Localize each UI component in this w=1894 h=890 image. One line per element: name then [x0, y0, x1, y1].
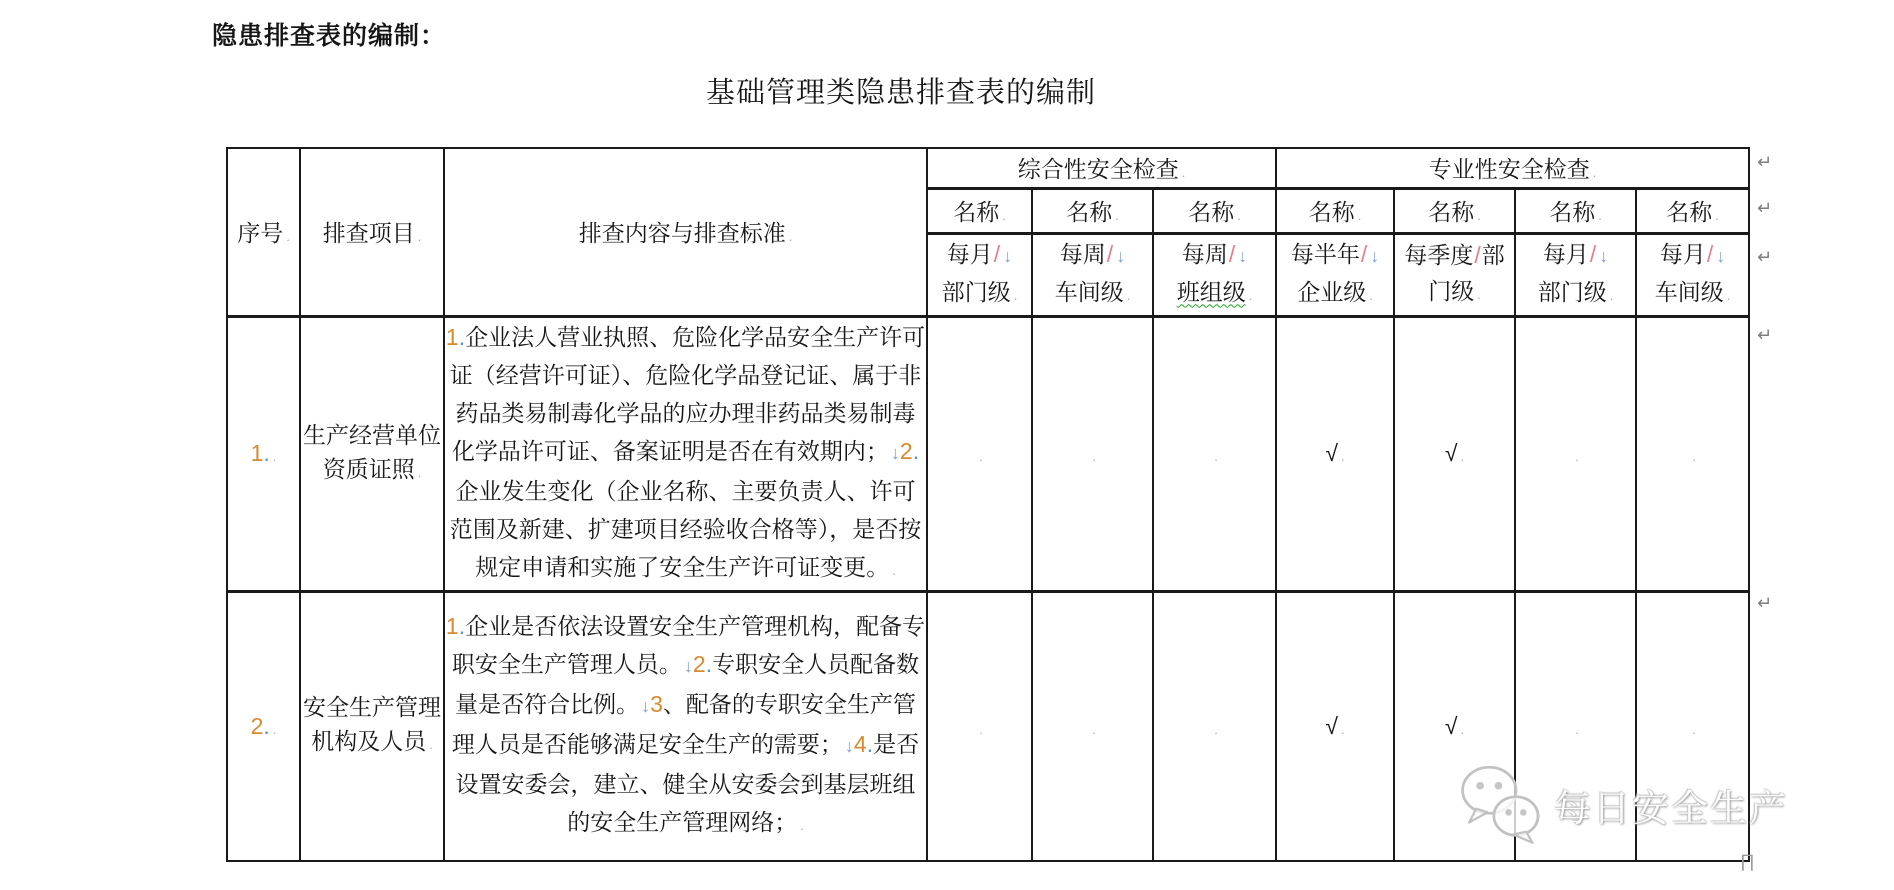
list-separator: . — [458, 323, 466, 350]
cell-end-mark: . — [1092, 449, 1096, 464]
check-cell — [1153, 316, 1276, 591]
header-freq-halfyear-enterprise: 每半年/ ↓ 企业级 . — [1276, 233, 1394, 316]
line-break-icon: ↓ — [1716, 245, 1726, 266]
slash-mark: / — [1360, 240, 1368, 267]
cell-end-mark: . — [1126, 287, 1131, 303]
cell-end-mark: . — [1592, 165, 1597, 181]
cell-end-mark: . — [1341, 721, 1345, 737]
cell-end-mark: . — [1692, 721, 1696, 737]
inspection-table — [226, 147, 1750, 862]
paragraph-mark-icon: ↵ — [1757, 593, 1773, 613]
cell-end-mark: . — [892, 562, 896, 578]
header-name-cell: 名称 . — [1153, 188, 1276, 233]
header-freq-monthly-dept: 每月/ ↓ 部门级 . — [927, 233, 1032, 316]
content-cell: 1.企业是否依法设置安全生产管理机构，配备专职安全生产管理人员。 ↓2.专职安全人员配备数量是否符合比例。 ↓3、配备的专职安全生产管理人员是否能够满足安全生产的需要； ↓4.是否设置安委会，建立、健全从安委会到基层班组的安全生产管理网络； . — [444, 591, 927, 861]
cell-end-mark: . — [1575, 449, 1579, 464]
row-number-cell: 2. . — [227, 591, 300, 861]
cell-end-mark: . — [1214, 449, 1218, 464]
spellcheck-underlined-text: 班组级 — [1176, 278, 1246, 305]
line-break-icon: ↓ — [1116, 245, 1126, 266]
cell-end-mark: . — [1357, 208, 1362, 223]
check-cell — [1032, 316, 1153, 591]
slash-mark: / — [1706, 240, 1714, 267]
header-freq-weekly-team: 每周/ ↓ 班组级 . — [1153, 233, 1276, 316]
header-freq-monthly-workshop: 每月/ ↓ 车间级 . — [1636, 233, 1749, 316]
cell-end-mark: . — [1181, 165, 1186, 181]
table-title: 基础管理类隐患排查表的编制 — [706, 77, 1097, 109]
cell-end-mark: . — [1369, 287, 1373, 303]
header-seq: 序号 . — [227, 148, 300, 316]
slash-mark: / — [1228, 240, 1236, 267]
cell-end-mark: . — [1460, 721, 1465, 737]
list-number: 1 — [445, 613, 459, 640]
line-break-icon: ↓ — [844, 736, 854, 757]
cell-end-mark: . — [1598, 208, 1602, 223]
line-break-icon: ↓ — [1238, 245, 1248, 266]
list-number: 2 — [692, 651, 706, 678]
line-break-icon: ↓ — [890, 442, 900, 463]
paragraph-mark-icon: ↵ — [1757, 198, 1773, 218]
wechat-bubbles-icon — [1458, 762, 1550, 848]
cell-end-mark: . — [1477, 286, 1481, 302]
cell-end-mark: . — [1092, 721, 1096, 737]
cell-end-mark: . — [1002, 208, 1006, 223]
row-number-cell: 1. . — [227, 316, 300, 591]
cell-end-mark: . — [1237, 208, 1241, 223]
cell-end-mark: . — [1341, 449, 1345, 464]
check-cell — [1276, 591, 1394, 861]
cell-end-mark: . — [979, 449, 983, 464]
list-number: 3 — [650, 691, 663, 718]
cell-end-mark: . — [429, 737, 433, 753]
header-name-cell: 名称 . — [1394, 188, 1515, 233]
checkmark: √ — [1444, 712, 1458, 739]
check-cell — [927, 316, 1032, 591]
project-name-cell: 安全生产管理机构及人员 . — [300, 591, 444, 861]
project-name-cell: 生产经营单位资质证照 . — [300, 316, 444, 591]
cell-end-mark: . — [1013, 287, 1018, 303]
cell-end-mark: . — [1726, 287, 1731, 303]
check-cell — [1032, 591, 1153, 861]
header-group-comprehensive: 综合性安全检查 . — [927, 148, 1276, 188]
cell-end-mark: . — [272, 449, 277, 464]
header-freq-monthly-dept2: 每月/ ↓ 部门级 . — [1515, 233, 1636, 316]
line-break-icon: ↓ — [1370, 245, 1380, 266]
line-break-icon: ↓ — [683, 656, 693, 677]
cell-end-mark: . — [979, 721, 983, 737]
list-separator: 、 — [662, 691, 686, 718]
cell-end-mark: . — [417, 229, 422, 245]
header-name-cell: 名称 . — [1032, 188, 1153, 233]
header-freq-quarterly-dept: 每季度/部门级 . — [1394, 233, 1515, 316]
check-cell — [927, 591, 1032, 861]
checkmark: √ — [1444, 440, 1458, 466]
cell-end-mark: . — [286, 229, 290, 245]
cell-end-mark: . — [272, 721, 277, 737]
doc-heading: 隐患排查表的编制： — [212, 22, 447, 50]
line-break-icon: ↓ — [1599, 245, 1609, 266]
header-freq-weekly-workshop: 每周/ ↓ 车间级 . — [1032, 233, 1153, 316]
check-cell — [1153, 591, 1276, 861]
paragraph-mark-icon: ↵ — [1757, 152, 1773, 172]
check-cell — [1515, 316, 1636, 591]
list-number: 4 — [853, 731, 867, 758]
content-cell: 1.企业法人营业执照、危险化学品安全生产许可证（经营许可证）、危险化学品登记证、属于非药品类易制毒化学品的应办理非药品类易制毒化学品许可证、备案证明是否在有效期内； ↓2.企业发生变化（企业名称、主要负责人、许可范围及新建、扩建项目经验收合格等），是否按规定申请和实施了安全生产许可证变更。 . — [444, 316, 927, 591]
list-separator: . — [912, 437, 920, 464]
cell-end-mark: . — [788, 229, 793, 245]
list-number: 2 — [899, 437, 913, 464]
cell-end-mark: . — [417, 464, 422, 480]
slash-mark: / — [1474, 241, 1481, 268]
check-cell — [1276, 316, 1394, 591]
list-separator: . — [705, 651, 713, 678]
list-number: 1 — [445, 323, 459, 350]
header-content: 排查内容与排查标准 . — [444, 148, 927, 316]
slash-mark: / — [993, 240, 1001, 267]
cell-end-mark: . — [800, 818, 804, 834]
table-end-mark-icon: ∏ — [1740, 851, 1755, 871]
line-break-icon: ↓ — [641, 696, 651, 717]
header-group-professional: 专业性安全检查 . — [1276, 148, 1749, 188]
line-break-icon: ↓ — [1003, 245, 1013, 266]
cell-end-mark: . — [1609, 287, 1614, 303]
cell-end-mark: . — [1115, 208, 1119, 223]
list-separator: . — [866, 731, 874, 758]
check-cell — [1394, 316, 1515, 591]
slash-mark: / — [1106, 240, 1114, 267]
cell-end-mark: . — [1214, 721, 1218, 737]
cell-end-mark: . — [1575, 721, 1579, 737]
wechat-watermark — [1458, 762, 1788, 848]
checkmark: √ — [1325, 712, 1339, 739]
paragraph-mark-icon: ↵ — [1757, 325, 1773, 345]
cell-end-mark: . — [1460, 449, 1465, 464]
header-name-cell: 名称 . — [1636, 188, 1749, 233]
slash-mark: / — [1589, 240, 1597, 267]
cell-end-mark: . — [1477, 208, 1481, 223]
paragraph-mark-icon: ↵ — [1757, 247, 1773, 267]
header-project: 排查项目 . — [300, 148, 444, 316]
check-cell — [1636, 316, 1749, 591]
checkmark: √ — [1325, 440, 1339, 466]
watermark-text: 每日安全生产 — [1554, 788, 1788, 829]
cell-end-mark: . — [1248, 287, 1253, 303]
header-name-cell: 名称 . — [1515, 188, 1636, 233]
header-name-cell: 名称 . — [1276, 188, 1394, 233]
list-separator: . — [458, 613, 466, 640]
cell-end-mark: . — [1715, 208, 1719, 223]
header-name-cell: 名称 . — [927, 188, 1032, 233]
cell-end-mark: . — [1692, 449, 1696, 464]
